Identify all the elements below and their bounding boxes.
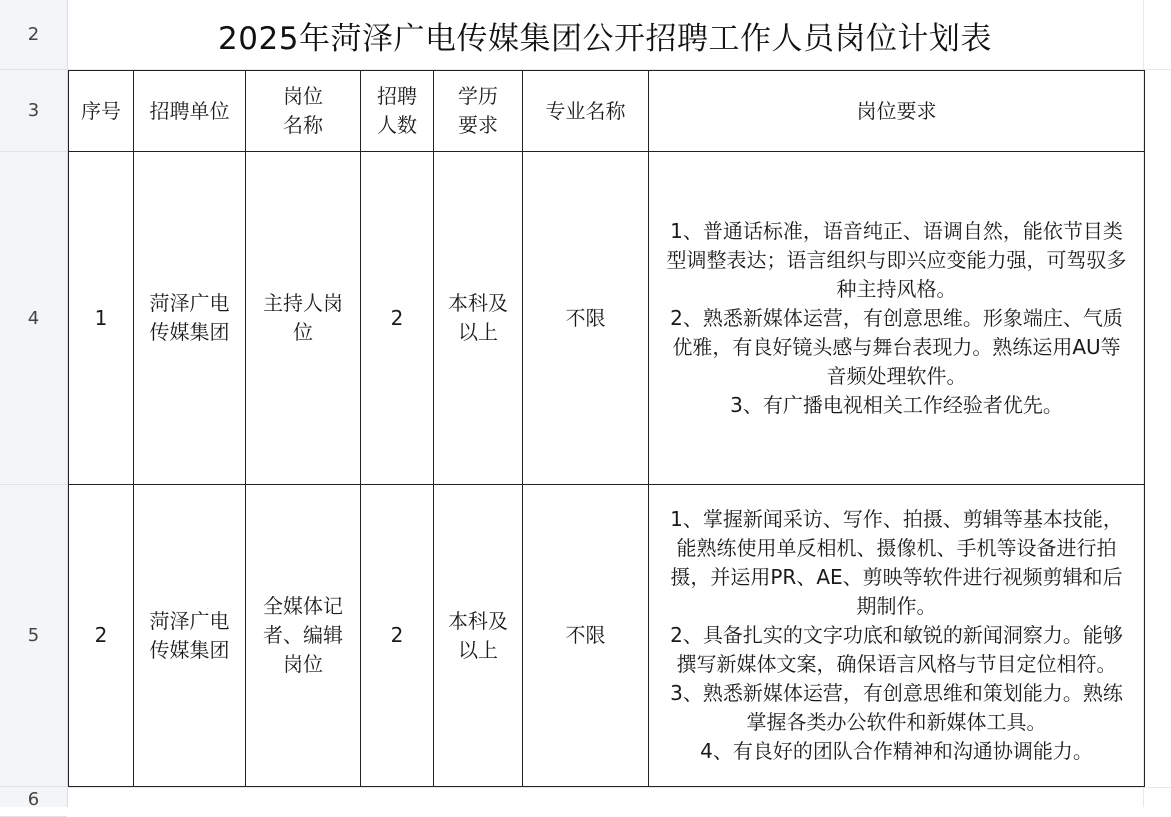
requirement-line: 4、有良好的团队合作精神和沟通协调能力。 xyxy=(700,739,1093,763)
row-number[interactable]: 4 xyxy=(0,152,67,485)
header-seq[interactable]: 序号 xyxy=(69,71,134,152)
requirement-line: 2、熟悉新媒体运营，有创意思维。形象端庄、气质 xyxy=(670,305,1123,330)
cell-unit-line: 传媒集团 xyxy=(149,637,230,662)
header-education-line: 要求 xyxy=(458,113,498,137)
cell-requirements[interactable] xyxy=(649,152,1145,485)
header-unit[interactable]: 招聘单位 xyxy=(134,71,246,152)
header-education[interactable] xyxy=(434,71,523,152)
cell-count[interactable]: 2 xyxy=(361,152,434,485)
header-row xyxy=(69,71,1145,152)
header-position-line: 名称 xyxy=(283,113,323,137)
requirement-line: 3、有广播电视相关工作经验者优先。 xyxy=(730,392,1063,417)
cell-count[interactable]: 2 xyxy=(361,485,434,787)
requirement-line: 能熟练使用单反相机、摄像机、手机等设备进行拍 xyxy=(676,536,1117,560)
requirement-line: 优雅，有良好镜头感与舞台表现力。熟练运用AU等 xyxy=(672,334,1121,359)
header-count[interactable] xyxy=(361,71,434,152)
cell-position-line: 位 xyxy=(293,320,313,344)
cell-unit[interactable] xyxy=(134,485,246,787)
cell-position-line: 者、编辑 xyxy=(263,623,343,647)
requirement-line: 掌握各类办公软件和新媒体工具。 xyxy=(746,710,1047,734)
header-position[interactable] xyxy=(246,71,361,152)
cell-education[interactable] xyxy=(434,152,523,485)
requirement-line: 3、熟悉新媒体运营，有创意思维和策划能力。熟练 xyxy=(670,681,1123,705)
cell-position[interactable] xyxy=(246,485,361,787)
header-count-line: 招聘 xyxy=(377,84,417,108)
requirement-line: 1、普通话标准，语音纯正、语调自然，能依节目类 xyxy=(670,218,1123,243)
header-education-line: 学历 xyxy=(458,84,498,108)
cell-education-line: 以上 xyxy=(458,637,498,662)
row-number[interactable]: 5 xyxy=(0,485,67,787)
requirement-line: 2、具备扎实的文字功底和敏锐的新闻洞察力。能够 xyxy=(670,623,1123,647)
requirement-line: 音频处理软件。 xyxy=(826,363,967,388)
table-row xyxy=(69,485,1145,787)
header-count-line: 人数 xyxy=(377,113,417,137)
cell-education[interactable] xyxy=(434,485,523,787)
grid-line xyxy=(67,787,1171,788)
requirement-line: 种主持风格。 xyxy=(836,276,957,301)
row-number[interactable]: 6 xyxy=(0,787,67,817)
requirement-line: 撰写新媒体文案，确保语言风格与节目定位相符。 xyxy=(676,652,1117,676)
cell-position[interactable] xyxy=(246,152,361,485)
requirement-line: 期制作。 xyxy=(856,594,937,618)
header-major[interactable]: 专业名称 xyxy=(523,71,649,152)
cell-seq[interactable]: 2 xyxy=(69,485,134,787)
cell-education-line: 本科及 xyxy=(448,291,508,315)
page-title[interactable]: 2025年菏泽广电传媒集团公开招聘工作人员岗位计划表 xyxy=(218,20,992,57)
cell-major[interactable]: 不限 xyxy=(523,152,649,485)
header-requirements[interactable]: 岗位要求 xyxy=(649,71,1145,152)
cell-unit[interactable] xyxy=(134,152,246,485)
cell-education-line: 本科及 xyxy=(448,608,508,633)
cell-major[interactable]: 不限 xyxy=(523,485,649,787)
cell-unit-line: 传媒集团 xyxy=(149,320,230,344)
header-position-line: 岗位 xyxy=(283,84,323,108)
requirement-line: 型调整表达；语言组织与即兴应变能力强，可驾驭多 xyxy=(666,247,1127,272)
cell-position-line: 全媒体记 xyxy=(263,594,343,618)
cell-position-line: 岗位 xyxy=(283,652,323,676)
cell-seq[interactable]: 1 xyxy=(69,152,134,485)
cell-unit-line: 菏泽广电 xyxy=(149,291,230,315)
table-row xyxy=(69,152,1145,485)
cell-unit-line: 菏泽广电 xyxy=(149,608,230,633)
cell-education-line: 以上 xyxy=(458,320,498,344)
cell-requirements[interactable] xyxy=(649,485,1145,787)
requirement-line: 摄，并运用PR、AE、剪映等软件进行视频剪辑和后 xyxy=(670,565,1123,589)
requirement-line: 1、掌握新闻采访、写作、拍摄、剪辑等基本技能， xyxy=(670,507,1123,531)
cell-position-line: 主持人岗 xyxy=(263,291,343,315)
row-number[interactable]: 3 xyxy=(0,70,67,152)
recruitment-plan-table xyxy=(68,70,1145,787)
row-number[interactable]: 2 xyxy=(0,0,67,70)
